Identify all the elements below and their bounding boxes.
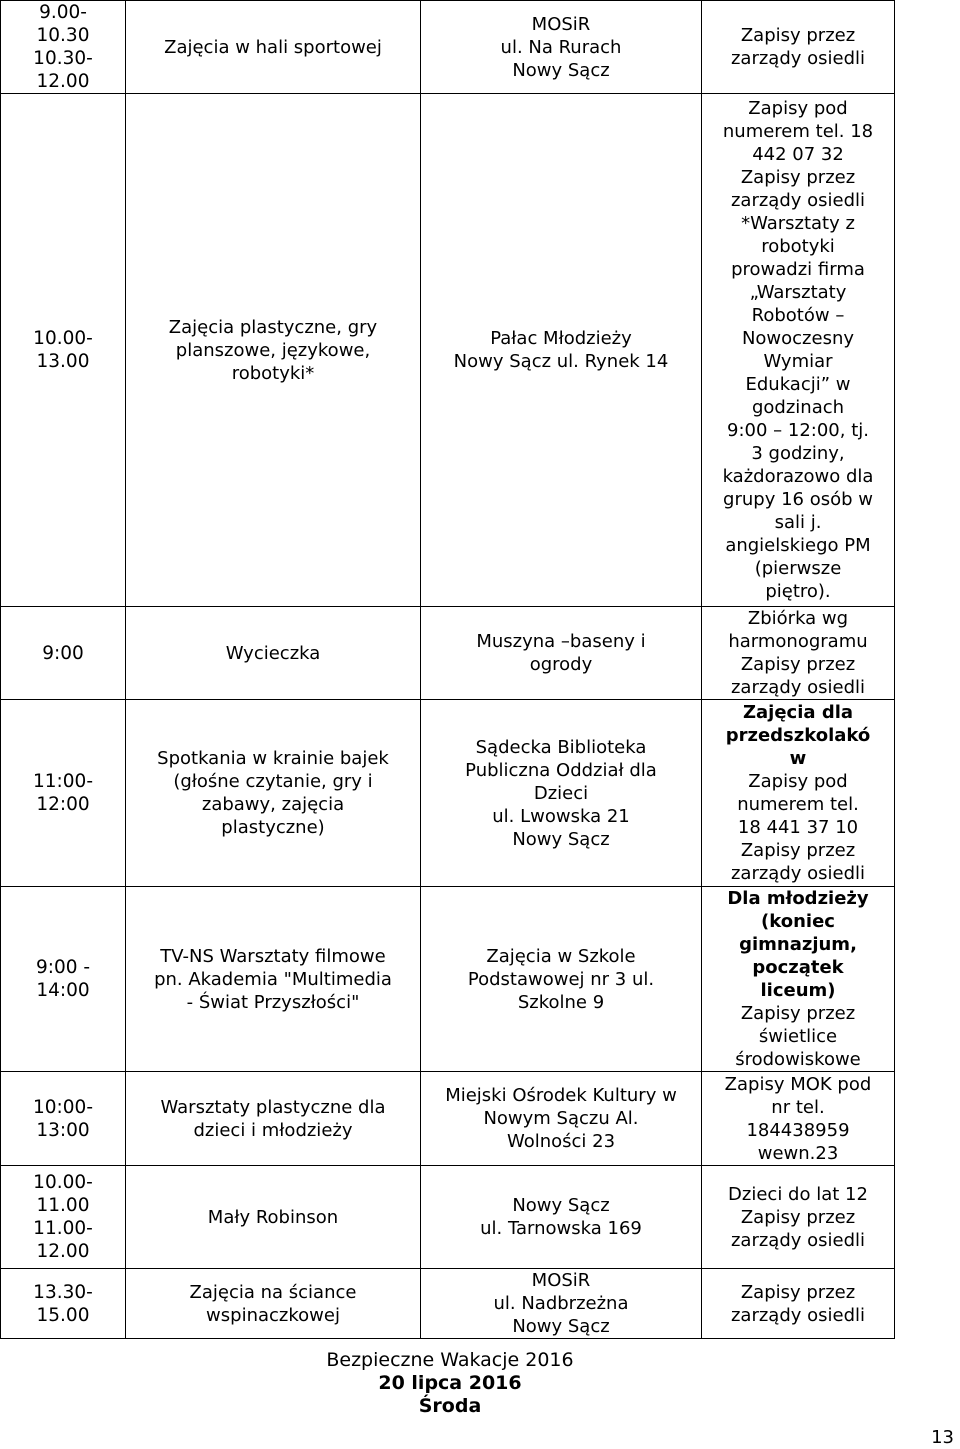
notes-cell (702, 1269, 895, 1339)
activity-cell (126, 887, 421, 1072)
activity-text: Zajęcia plastyczne, gry planszowe, językowe, robotyki* (168, 316, 378, 384)
activity-text: TV-NS Warsztaty filmowe pn. Akademia "Multimedia - Świat Przyszłości" (154, 945, 392, 1013)
schedule-row (1, 94, 895, 607)
activity-cell (126, 1269, 421, 1339)
notes-cell (702, 700, 895, 887)
activity-cell (126, 1, 421, 94)
activity-text: Warsztaty plastyczne dla dzieci i młodzieży (160, 1096, 386, 1141)
schedule-row (1, 887, 895, 1072)
place-text: Nowy Sącz ul. Tarnowska 169 (480, 1195, 642, 1239)
place-cell (421, 1, 702, 94)
time-text: 13.30- 15.00 (33, 1281, 93, 1326)
time-text: 10.00- 13.00 (33, 328, 93, 372)
time-cell (1, 1269, 126, 1339)
activity-cell (126, 700, 421, 887)
place-text: Muszyna –baseny i ogrody (476, 631, 646, 675)
activity-cell (126, 1072, 421, 1166)
time-cell (1, 1, 126, 94)
notes-text: Zapisy MOK pod nr tel. 184438959 wewn.23 (724, 1073, 872, 1164)
place-text: Zajęcia w Szkole Podstawowej nr 3 ul. Szkolne 9 (467, 945, 655, 1013)
notes-cell (702, 1072, 895, 1166)
time-cell (1, 607, 126, 700)
time-text: 11:00- 12:00 (33, 771, 93, 815)
schedule-row (1, 1269, 895, 1339)
schedule-row (1, 1166, 895, 1269)
schedule-row (1, 1072, 895, 1166)
place-cell (421, 700, 702, 887)
footer-date: 20 lipca 2016 (378, 1372, 522, 1394)
notes-cell (702, 887, 895, 1072)
activity-text: Wycieczka (225, 642, 321, 664)
time-text: 9.00- 10.30 10.30- 12.00 (33, 2, 93, 92)
time-text: 9:00 - 14:00 (35, 957, 91, 1001)
place-cell (421, 887, 702, 1072)
notes-text: Zapisy przez świetlice środowiskowe (735, 1003, 861, 1070)
place-text: MOSiR ul. Nadbrzeżna Nowy Sącz (493, 1270, 629, 1337)
notes-text: Zbiórka wg harmonogramu Zapisy przez zarządy osiedli (728, 608, 868, 698)
notes-cell (702, 1, 895, 94)
time-cell (1, 94, 126, 607)
notes-text: Zapisy przez zarządy osiedli (730, 1281, 866, 1326)
activity-text: Zajęcia w hali sportowej (164, 36, 382, 58)
place-text: Sądecka Biblioteka Publiczna Oddział dla Dzieci ul. Lwowska 21 Nowy Sącz (465, 736, 657, 850)
schedule-row (1, 700, 895, 887)
footer-weekday: Środa (418, 1395, 482, 1417)
place-cell (421, 94, 702, 607)
activity-text: Spotkania w krainie bajek (głośne czytanie, gry i zabawy, zajęcia plastyczne) (157, 748, 389, 838)
time-text: 10.00- 11.00 11.00- 12.00 (33, 1172, 93, 1262)
notes-text: Zapisy pod numerem tel. 18 441 37 10 Zapisy przez zarządy osiedli (730, 771, 866, 884)
place-text: Miejski Ośrodek Kultury w Nowym Sączu Al. Wolności 23 (445, 1085, 677, 1152)
notes-text: Zapisy pod numerem tel. 18 442 07 32 Zapisy przez zarządy osiedli *Warsztaty z robotyki prowadzi firma „Warsztaty Robotów – Nowoczesny Wymiar Edukacji” w godzinach 9:00 – 12:00, tj. 3 godziny, każdorazowo dla grupy 16 osób w sali j. angielskiego PM (pierwsze piętro). (722, 98, 874, 602)
notes-cell (702, 607, 895, 700)
activity-text: Zajęcia na ściance wspinaczkowej (189, 1281, 357, 1326)
place-cell (421, 1269, 702, 1339)
place-text: Pałac Młodzieży Nowy Sącz ul. Rynek 14 (453, 328, 669, 372)
place-text: MOSiR ul. Na Rurach Nowy Sącz (500, 13, 622, 81)
time-cell (1, 1072, 126, 1166)
time-cell (1, 700, 126, 887)
notes-cell (702, 1166, 895, 1269)
page-footer (250, 1349, 650, 1418)
page-number: 13 (931, 1427, 954, 1448)
place-cell (421, 1166, 702, 1269)
time-text: 10:00- 13:00 (33, 1096, 93, 1141)
notes-cell (702, 94, 895, 607)
notes-highlight: Dla młodzieży (koniec gimnazjum, początek liceum) (727, 888, 869, 1001)
activity-text: Mały Robinson (207, 1206, 339, 1228)
time-cell (1, 1166, 126, 1269)
schedule-row (1, 1, 895, 94)
activity-cell (126, 1166, 421, 1269)
activity-cell (126, 94, 421, 607)
activity-cell (126, 607, 421, 700)
time-cell (1, 887, 126, 1072)
notes-text: Dzieci do lat 12 Zapisy przez zarządy osiedli (728, 1183, 868, 1251)
notes-text: Zapisy przez zarządy osiedli (730, 25, 866, 69)
footer-title: Bezpieczne Wakacje 2016 (326, 1349, 574, 1371)
notes-highlight: Zajęcia dla przedszkolakó w (725, 702, 871, 769)
place-cell (421, 607, 702, 700)
schedule-row (1, 607, 895, 700)
place-cell (421, 1072, 702, 1166)
time-text: 9:00 (42, 642, 84, 664)
